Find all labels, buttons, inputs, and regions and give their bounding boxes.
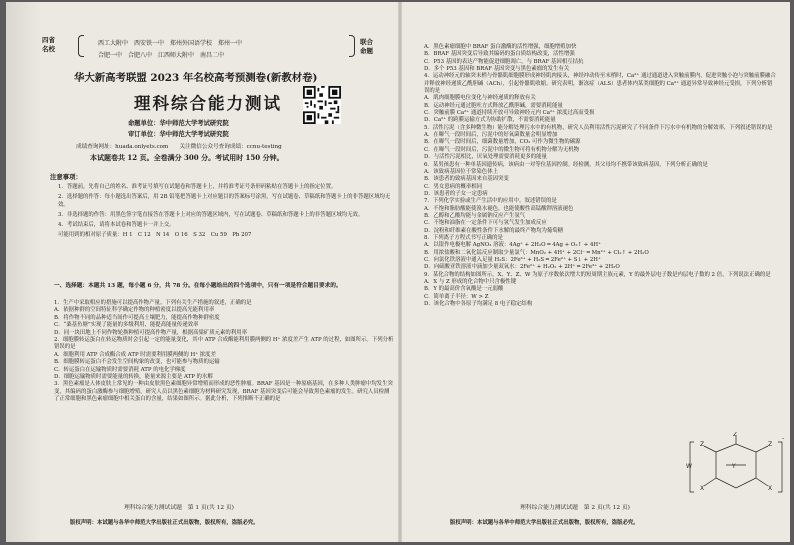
page-fold [398,2,402,542]
exam-info: 本试题卷共 12 页。全卷满分 300 分。考试用时 150 分钟。 [90,153,284,162]
credit-line-2: 审订单位：华中师范大学考试研究院 [128,131,229,138]
note-item: 2．选择题的作答：每小题选出答案后，用 2B 铅笔把答题卡上对应题目的答案标号涂黑，写在试题卷、草稿纸和答题卡上的非答题区域均无效。 [58,194,391,208]
notes-heading: 注意事项： [50,173,82,181]
question-line: A．细胞利用 ATP 合成酶合成 ATP 时需要利用膜两侧的 H⁺ 浓度差 [54,351,216,358]
question-line: C．男女患病的概率相同 [424,183,483,190]
question-line: D．该化合物中各原子均满足 8 电子稳定结构 [424,301,533,308]
question-line: D．该患者的子女一定患病 [424,190,488,197]
section-heading: 一、选择题：本题共 13 题，每小题 6 分，共 78 分。在每小题给出的四个选项中，只有一项是符合题目要求的。 [54,283,342,289]
question-line: A．肌肉细胞膜电位变化与神经递质的释放有关 [424,95,536,102]
school-group-label: 四省 名校 [42,36,55,53]
question-line: 6．某男孩患有一种单基因遗传病，该病由一对等位基因控制。经检测，其父母均不携带该致病基因，下列分析正确的是 [424,161,708,168]
svg-text:Z: Z [700,441,705,448]
question-line: B．运动神经元通过胞吐方式释放乙酰胆碱，需要消耗能量 [424,102,563,109]
question-line: C．突触前膜 Ca²⁺ 通道持续开放可导致神经元内 Ca²⁺ 浓度过高而受损 [424,110,595,117]
question-line: C．P53 基因的表达产物能促进细胞凋亡，与 BRAF 基因相互拮抗 [424,58,584,65]
question-line: A．黑色素瘤细胞中 BRAF 蛋白激酶的活性增强，细胞增殖加快 [424,44,577,50]
question-line: 2．细胞膜转运蛋白在转运物质时会引起一定的能量变化，其中 ATP 合成酶能利用膜两侧的 H⁺ 浓度差产生 ATP 的过程，如图所示。下列分析错误的是 [54,337,394,351]
question-line: 9．某化合物的结构如图所示，X、Y、Z、W 为原子序数依次增大的短周期主族元素，Y 的最外层电子数是内层电子数的 2 倍，下列说法正确的是 [424,271,771,278]
question-line: B．BRAF 基因突变后导致其编码的蛋白质结构改变，活性增强 [424,51,575,58]
credit-line-1: 命题单位：华中师范大学考试研究院 [128,120,229,127]
question-line: B．在曝气一段时间后，细菌数量增加，CO₂ 可作为微生物的碳源 [424,139,581,146]
svg-text:W: W [686,463,692,470]
question-line: D．向硫酸亚铁溶液中滴加少量双氧水：2Fe²⁺ + H₂O₂ + 2H⁺ ═ 2Fe³⁺ + 2H₂O [424,264,620,271]
question-line: D．与活性污泥相比，厌氧处理需要消耗更多的能量 [424,154,547,161]
question-line: C．在曝气一段时间后，污泥中的微生物可将有机物分解为无机物 [424,146,580,153]
page-footer-right: 理科综合能力测试试题 第 2 页(共 12 页) [520,505,630,511]
question-list-left [54,300,394,404]
question-line: C．不饱和油脂在一定条件下可与氢气发生加成反应 [424,220,547,227]
question-line: D．Ca²⁺ 的跨膜运输方式为协助扩散，不需要消耗能量 [424,117,556,124]
svg-text:Y: Y [732,463,736,470]
svg-text:-: - [782,435,785,442]
question-line: 7．下列化学实验或生产生活中的应用中，叙述错误的是 [424,198,557,205]
question-line: C．向氯化铁溶液中通入足量 H₂S：2Fe³⁺ + H₂S ═ 2Fe²⁺ + S↓ + 2H⁺ [424,256,601,263]
question-line: D．细胞运输物质时需要能量的转换，能量来源主要是 ATP 的水解 [54,374,213,381]
page-footer-left: 理科综合能力测试试题 第 1 页(共 12 页) [124,505,234,511]
right-brace [349,35,355,57]
question-line: A．以银作电极电解 AgNO₃ 溶液：4Ag⁺ + 2H₂O ═ 4Ag + O₂↑ + 4H⁺ [424,242,601,249]
question-line: C．转运蛋白在运输物质时需要消耗 ATP 的电化学梯度 [54,366,186,373]
molecular-structure-figure [686,432,786,504]
question-line: B．细胞膜转运蛋白不会发生空间构象的改变，也可能参与物质的运输 [54,359,220,366]
joint-label: 联合 命题 [360,38,373,55]
note-item: 1．答题前，先将自己的姓名、准考证号填写在试题卷和答题卡上，并将准考证号条形码粘贴在答题卡上的指定位置。 [58,184,337,190]
question-line: A．X 与 Z 形成的化合物中只含极性键 [424,279,517,285]
note-item: 3．非选择题的作答：用黑色签字笔直接答在答题卡上对应的答题区域内，写在试题卷、草稿纸和答题卡上的非答题区域均无效。 [58,212,364,218]
note-item: 可能用到的相对原子质量：H 1 C 12 N 14 O 16 S 32 Cu 59 Pb 207 [58,232,252,238]
question-line: 4．运动神经元的轴突末梢与骨骼肌细胞膜形成神经肌肉接头，神经冲动传至末梢时，Ca²⁺ 通过通道进入突触前膜内，促进突触小泡与突触前膜融合并释放神经递质乙酰胆碱（ACh），引起骨骼肌收缩。研究表明，渐冻症（ALS）患者体内某类细胞的 Ca²⁺ 通道异常导致神经元受损，下列分析错误的是 [424,73,776,95]
question-line: C．“桑基鱼塘”实现了能量的多级利用，能提高能量传递效率 [54,322,199,329]
question-line: C．简单离子半径：W > Z [424,293,489,300]
question-line: 5．活性污泥（含多种微生物）能分解处理污水中的有机物，研究人员利用活性污泥研究了不同条件下污水中有机物的分解效率，下列叙述错误的是 [424,124,773,131]
question-line: B．用浓盐酸和二氧化锰反应制取少量氯气：MnO₂ + 4H⁺ + 2Cl⁻ ═ Mn²⁺ + Cl₂↑ + 2H₂O [424,249,649,256]
svg-text:Z: Z [733,432,738,438]
question-line: A．不饱和脂肪酸能使溴水褪色，也能使酸性高锰酸钾溶液褪色 [424,205,574,212]
question-line: B．Y 的最高价含氧酸是一元弱酸 [424,286,504,293]
question-line: A．在曝气一段时间后，污泥中的好氧菌数量会明显增加 [424,132,558,139]
question-line: D．多个 P53 基因和 BRAF 基因突变与黑色素瘤的发生有关 [424,66,570,73]
question-line: B．该患者的致病基因来自基因突变 [424,176,509,183]
school-list-row-1: 西工大附中 西安铁一中 郑州外国语学校 郑州一中 [98,40,243,47]
notes-list [58,183,394,241]
rights-left: 版权声明：本试题与各华中师范大学出版社正式出版物，版权所有，盗版必究。 [70,520,259,526]
right-page [404,2,790,542]
website-line: 成绩查询网址：huada.onlyets.com 关注微信公众号查询成绩：ccnu-testing [76,144,282,150]
svg-text:X: X [768,485,773,492]
question-line: 1．生产中采取相应的措施可以提高作物产量。下列有关生产措施的叙述，正确的是 [54,300,252,306]
exam-paper-sheet [6,2,790,542]
note-item: 4．考试结束后，请将本试卷和答题卡一并上交。 [58,222,175,228]
exam-title: 理科综合能力测试 [134,94,282,113]
question-line: D．同一块田地上不同作物轮换种植可提高作物产量，根据高粱矿质元素的利用率 [54,329,247,336]
question-line: 3．黑色素瘤是人体皮肤上常见的一种由皮肤黑色素细胞异常增殖而形成的恶性肿瘤。BRAF 基因是一种原癌基因，在多种人类肿瘤中均发生突变，其编码的蛋白激酶参与细胞增殖。研究人员以黑色素细胞为材料研究发现，BRAF 基因突变后可能会导致黑色素瘤的发生。研究人员检测了正常细胞和黑色素瘤细胞中相关蛋白的含量，结果如图所示。据此分析，下列推断不正确的是 [54,381,393,403]
question-line: A．该致病基因位于常染色体上 [424,168,498,175]
question-line: B．将作物不同的品种适当间作可提高土壤肥力，能提高作物种群密度 [54,314,220,321]
question-list-right [424,44,776,308]
page-shadow [6,2,42,542]
rights-right: 版权声明：本试题与各华中师范大学出版社正式出版物，版权所有，盗版必究。 [450,520,639,526]
school-list-row-2: 合肥一中 合肥八中 江西师大附中 南昌二中 [98,52,225,59]
qr-code-icon [303,86,341,124]
question-line: A．依据种群的空间特征科学确定作物的种植密度以提高光能利用率 [54,307,215,314]
svg-text:X: X [700,485,705,492]
question-line: B．乙醇和乙酸均能与金属钠反应产生氢气 [424,212,525,219]
exam-subtitle: 华大新高考联盟 2023 年名校高考预测卷(新教材卷) [74,72,318,84]
left-page [6,2,398,542]
svg-text:Z: Z [768,441,773,448]
question-line: D．淀粉和纤维素在酸性条件下水解的最终产物均为葡萄糖 [424,227,564,234]
left-brace [78,35,84,57]
question-line: 8．下列离子方程式书写正确的是 [424,234,503,241]
